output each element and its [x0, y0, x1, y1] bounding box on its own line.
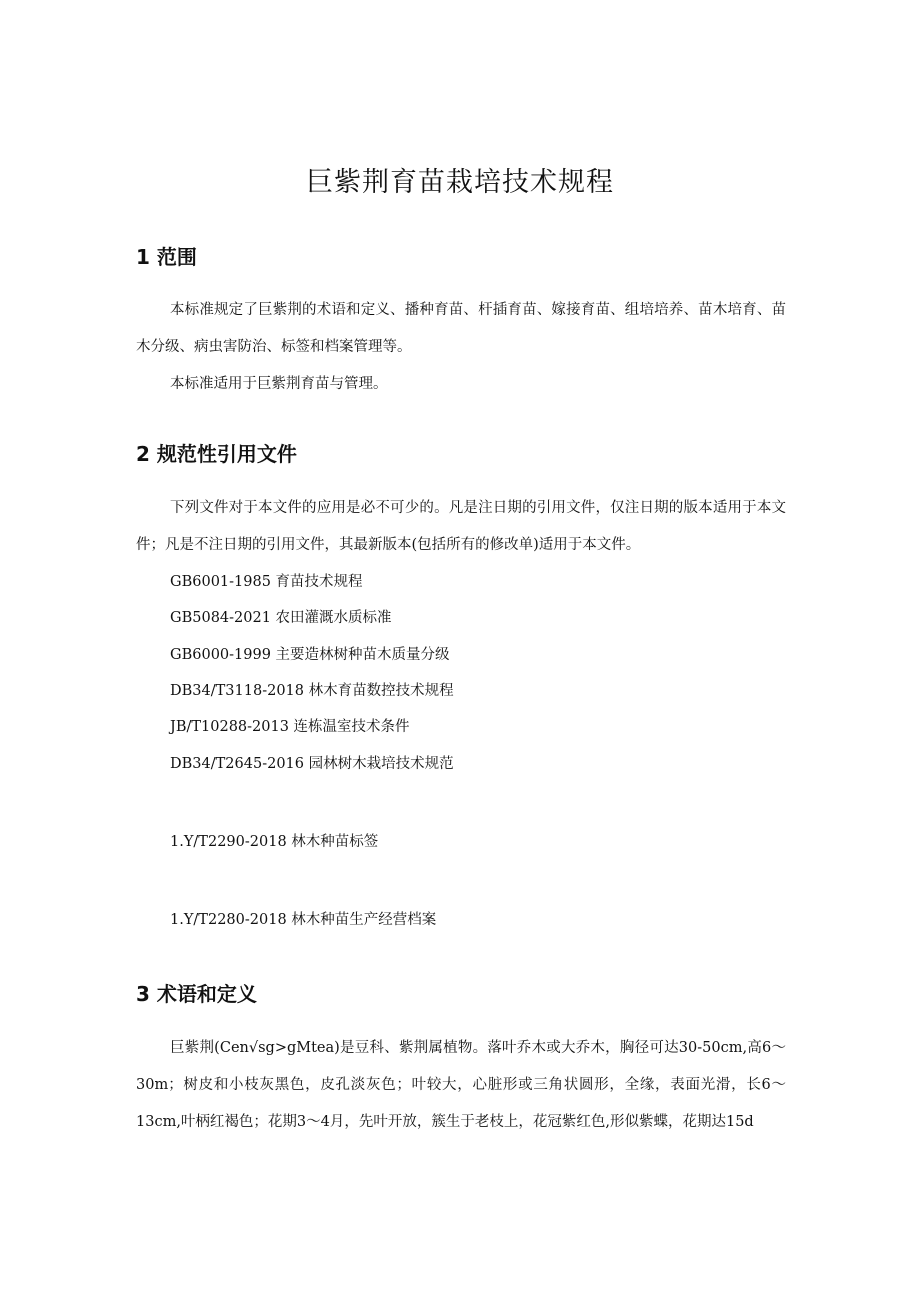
references-intro-paragraph: 下列文件对于本文件的应用是必不可少的。凡是注日期的引用文件，仅注日期的版本适用于本文件；凡是不注日期的引用文件，其最新版本(包括所有的修改单)适用于本文件。: [136, 500, 786, 553]
terms-definition-paragraph: 巨紫荆(Cen√sg>gMtea)是豆科、紫荆属植物。落叶乔木或大乔木，胸径可达30-50cm,高6～30m；树皮和小枝灰黑色，皮孔淡灰色；叶较大，心脏形或三角状圆形，全缘，表面光滑，长6～13cm,叶柄红褐色；花期3～4月，先叶开放，簇生于老枝上，花冠紫红色,形似紫蝶，花期达15d: [136, 1040, 786, 1130]
reference-item: 1.Y/T2280-2018 林木种苗生产经营档案: [170, 912, 437, 928]
reference-item: DB34/T2645-2016 园林树木栽培技术规范: [170, 756, 454, 772]
scope-paragraph-2: 本标准适用于巨紫荆育苗与管理。: [170, 376, 388, 392]
reference-item: 1.Y/T2290-2018 林木种苗标签: [170, 834, 379, 850]
section-heading-scope: 1 范围: [136, 245, 197, 269]
section-heading-terms-definitions: 3 术语和定义: [136, 982, 257, 1006]
reference-item: GB6001-1985 育苗技术规程: [170, 574, 363, 590]
section-heading-normative-references: 2 规范性引用文件: [136, 442, 297, 466]
scope-paragraph-1: 本标准规定了巨紫荆的术语和定义、播种育苗、杆插育苗、嫁接育苗、组培培养、苗木培育、苗木分级、病虫害防治、标签和档案管理等。: [136, 302, 786, 355]
reference-item: JB/T10288-2013 连栋温室技术条件: [170, 719, 410, 735]
document-title: 巨紫荆育苗栽培技术规程: [306, 167, 614, 198]
reference-item: GB6000-1999 主要造林树种苗木质量分级: [170, 647, 450, 663]
reference-item: GB5084-2021 农田灌溉水质标准: [170, 610, 392, 626]
reference-item: DB34/T3118-2018 林木育苗数控技术规程: [170, 683, 454, 699]
